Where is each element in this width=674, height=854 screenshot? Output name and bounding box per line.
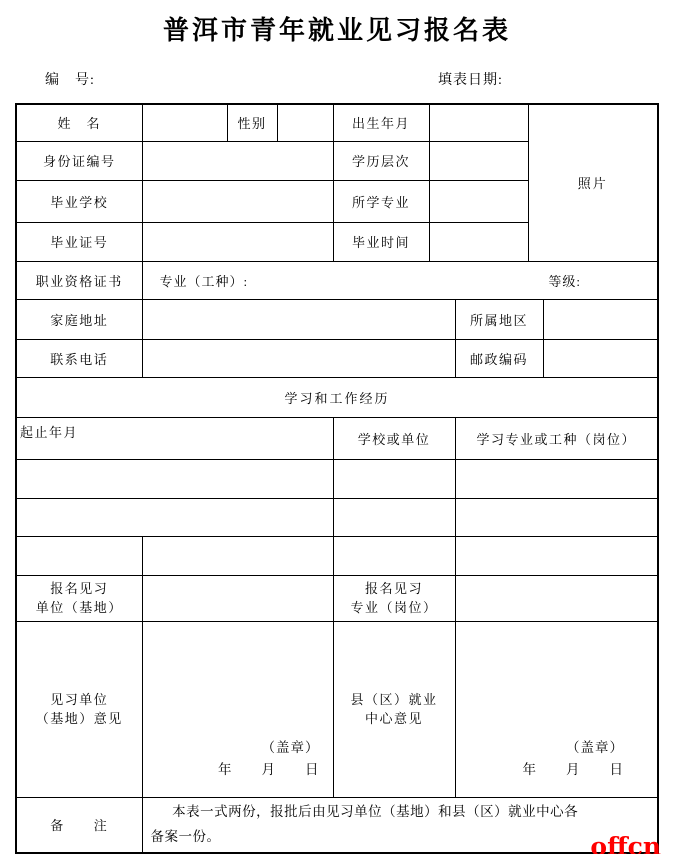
offcn-watermark: offcn (590, 832, 661, 854)
id-number-value-cell (142, 141, 333, 180)
region-label: 所属地区 (455, 299, 543, 339)
row-remarks (16, 797, 658, 853)
postcode-label: 邮政编码 (455, 339, 543, 377)
diploma-number-value-cell (142, 222, 333, 261)
org-header-label: 学校或单位 (333, 417, 455, 459)
seal-date-line: 年 月 日 (218, 762, 320, 778)
unit-opinion-value-cell (142, 621, 333, 797)
center-opinion-label: 县（区）就业 中心意见 (333, 621, 455, 797)
remarks-text-line1: 本表一式两份，报批后由见习单位（基地）和县（区）就业中心各 (172, 803, 579, 819)
row-qualification (16, 261, 658, 299)
org-entry-cell (333, 498, 455, 536)
period-entry-cell (16, 498, 333, 536)
meta-row (0, 69, 674, 87)
period-entry-cell (16, 459, 333, 498)
registration-form-table (15, 103, 659, 854)
birth-label: 出生年月 (333, 104, 429, 141)
experience-empty-row (16, 498, 658, 536)
apply-major-label: 报名见习 专业（岗位） (333, 575, 455, 621)
experience-empty-row-split (16, 536, 658, 575)
period-entry-cell (16, 536, 142, 575)
phone-value-cell (142, 339, 455, 377)
period-header-label: 起止年月 (16, 417, 333, 459)
gender-label: 性别 (227, 104, 277, 141)
unit-opinion-label: 见习单位 （基地）意见 (16, 621, 142, 797)
apply-unit-label: 报名见习 单位（基地） (16, 575, 142, 621)
org-entry-cell (333, 536, 455, 575)
page-title: 普洱市青年就业见习报名表 (162, 16, 511, 45)
gender-value-cell (277, 104, 333, 141)
row-opinions (16, 621, 658, 797)
serial-number-label: 编 号: (45, 73, 95, 88)
experience-section-title: 学习和工作经历 (16, 377, 658, 417)
grad-school-value-cell (142, 180, 333, 222)
phone-label: 联系电话 (16, 339, 142, 377)
remarks-text-line2: 备案一份。 (150, 828, 221, 844)
qualification-content-cell (142, 261, 658, 299)
exp-major-entry-cell (455, 459, 658, 498)
org-entry-cell (333, 459, 455, 498)
experience-empty-row (16, 459, 658, 498)
grad-time-value-cell (429, 222, 528, 261)
level-label: 等级: (548, 273, 582, 289)
studied-major-value-cell (429, 180, 528, 222)
grad-time-label: 毕业时间 (333, 222, 429, 261)
exp-major-header-label: 学习专业或工种（岗位） (455, 417, 658, 459)
name-label: 姓 名 (16, 104, 142, 141)
postcode-value-cell (543, 339, 658, 377)
seal-label: （盖章） (261, 739, 320, 755)
home-address-label: 家庭地址 (16, 299, 142, 339)
birth-value-cell (429, 104, 528, 141)
grad-school-label: 毕业学校 (16, 180, 142, 222)
name-value-cell (142, 104, 227, 141)
trade-label: 专业（工种）: (159, 273, 249, 289)
row-experience-title (16, 377, 658, 417)
studied-major-label: 所学专业 (333, 180, 429, 222)
seal-date-line: 年 月 日 (522, 762, 625, 778)
row-name-gender-birth (16, 104, 658, 141)
home-address-value-cell (142, 299, 455, 339)
id-number-label: 身份证编号 (16, 141, 142, 180)
row-application (16, 575, 658, 621)
diploma-number-label: 毕业证号 (16, 222, 142, 261)
center-opinion-value-cell (455, 621, 658, 797)
apply-major-value-cell (455, 575, 658, 621)
row-phone-postcode (16, 339, 658, 377)
remarks-content (142, 797, 658, 853)
exp-major-entry-cell (455, 498, 658, 536)
fill-date-label: 填表日期: (438, 73, 503, 88)
row-address-region (16, 299, 658, 339)
period-entry-cell (142, 536, 333, 575)
apply-unit-value-cell (142, 575, 333, 621)
education-level-label: 学历层次 (333, 141, 429, 180)
exp-major-entry-cell (455, 536, 658, 575)
photo-box: 照片 (528, 104, 658, 261)
education-level-value-cell (429, 141, 528, 180)
seal-label: （盖章） (566, 739, 625, 755)
row-experience-header (16, 417, 658, 459)
qualification-cert-label: 职业资格证书 (16, 261, 142, 299)
region-value-cell (543, 299, 658, 339)
remarks-label: 备 注 (16, 797, 142, 853)
